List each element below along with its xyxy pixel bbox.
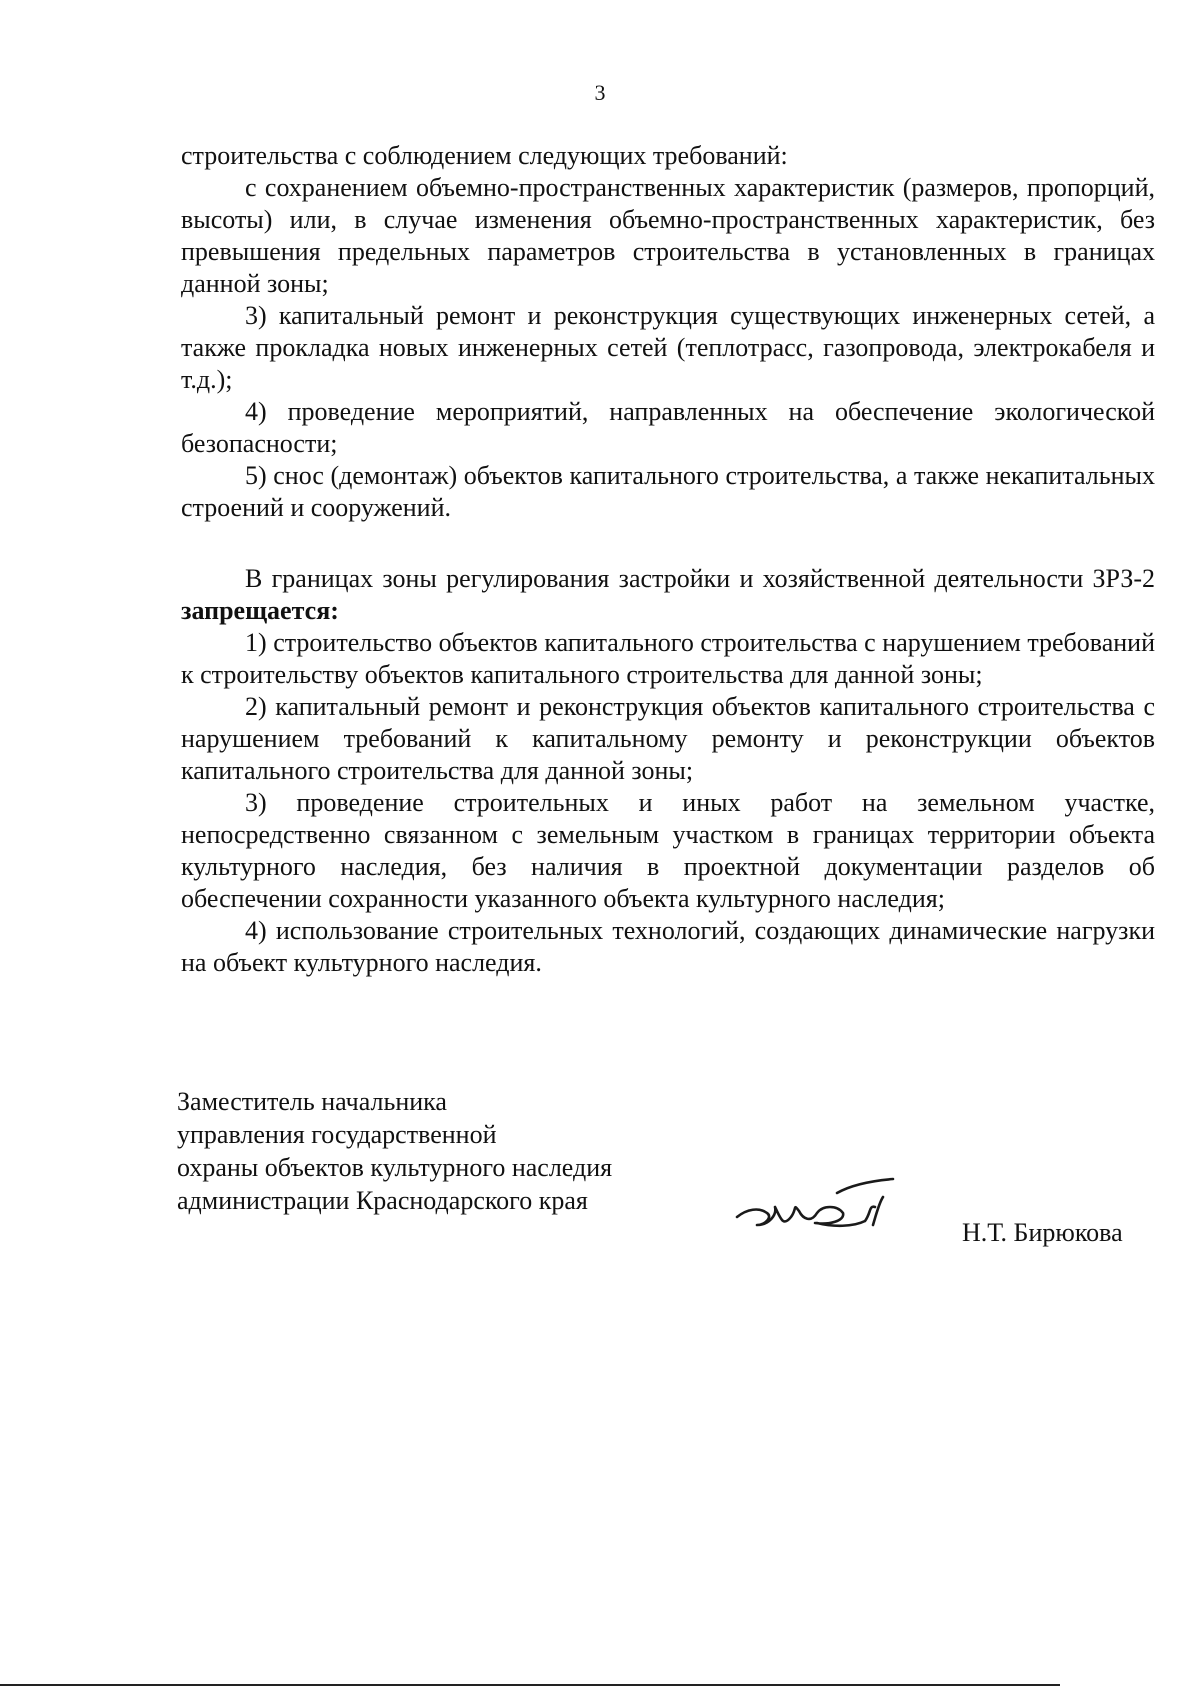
paragraph: строительства с соблюдением следующих требований: bbox=[181, 141, 788, 170]
position-line: администрации Краснодарского края bbox=[177, 1186, 588, 1215]
list-item: 3) капитальный ремонт и реконструкция существующих инженерных сетей, а также прокладка новых инженерных сетей (теплотрасс, газопровода, электрокабеля и т.д.); bbox=[181, 301, 1155, 394]
list-item: 3) проведение строительных и иных работ на земельном участке, непосредственно связанном с земельным участком в границах территории объекта культурного наследия, без наличия в проектной документации разделов об обеспечении сохранности указанного объекта культурного наследия; bbox=[181, 788, 1155, 913]
list-item: 4) проведение мероприятий, направленных на обеспечение экологической безопасности; bbox=[181, 397, 1155, 458]
position-line: охраны объектов культурного наследия bbox=[177, 1153, 613, 1182]
prohibitions-section bbox=[181, 563, 1155, 979]
intro-text: В границах зоны регулирования застройки и хозяйственной деятельности ЗРЗ-2 bbox=[245, 564, 1155, 593]
list-item: 2) капитальный ремонт и реконструкция объектов капитального строительства с нарушением требований к капитальному ремонту и реконструкции объектов капитального строительства для данной зоны; bbox=[181, 692, 1155, 785]
position-line: управления государственной bbox=[177, 1120, 497, 1149]
paragraph: с сохранением объемно-пространственных характеристик (размеров, пропорций, высоты) или, в случае изменения объемно-пространственных характеристик, без превышения предельных параметров строительства в установленных в границах данной зоны; bbox=[181, 173, 1155, 298]
signatory-position bbox=[177, 1085, 612, 1217]
list-item: 1) строительство объектов капитального строительства с нарушением требований к строительству объектов капитального строительства для данной зоны; bbox=[181, 628, 1155, 689]
position-line: Заместитель начальника bbox=[177, 1087, 447, 1116]
page-number: 3 bbox=[594, 80, 606, 105]
handwritten-signature bbox=[733, 1167, 903, 1247]
list-item: 4) использование строительных технологий, создающих динамические нагрузки на объект культурного наследия. bbox=[181, 916, 1155, 977]
signatory-name: Н.Т. Бирюкова bbox=[962, 1218, 1123, 1247]
prohibitions-intro bbox=[181, 563, 1155, 627]
scan-edge-line bbox=[0, 1684, 1060, 1686]
list-item: 5) снос (демонтаж) объектов капитального строительства, а также некапитальных строений и сооружений. bbox=[181, 461, 1155, 522]
intro-bold-keyword: запрещается: bbox=[181, 596, 339, 625]
requirements-section bbox=[181, 140, 1155, 524]
